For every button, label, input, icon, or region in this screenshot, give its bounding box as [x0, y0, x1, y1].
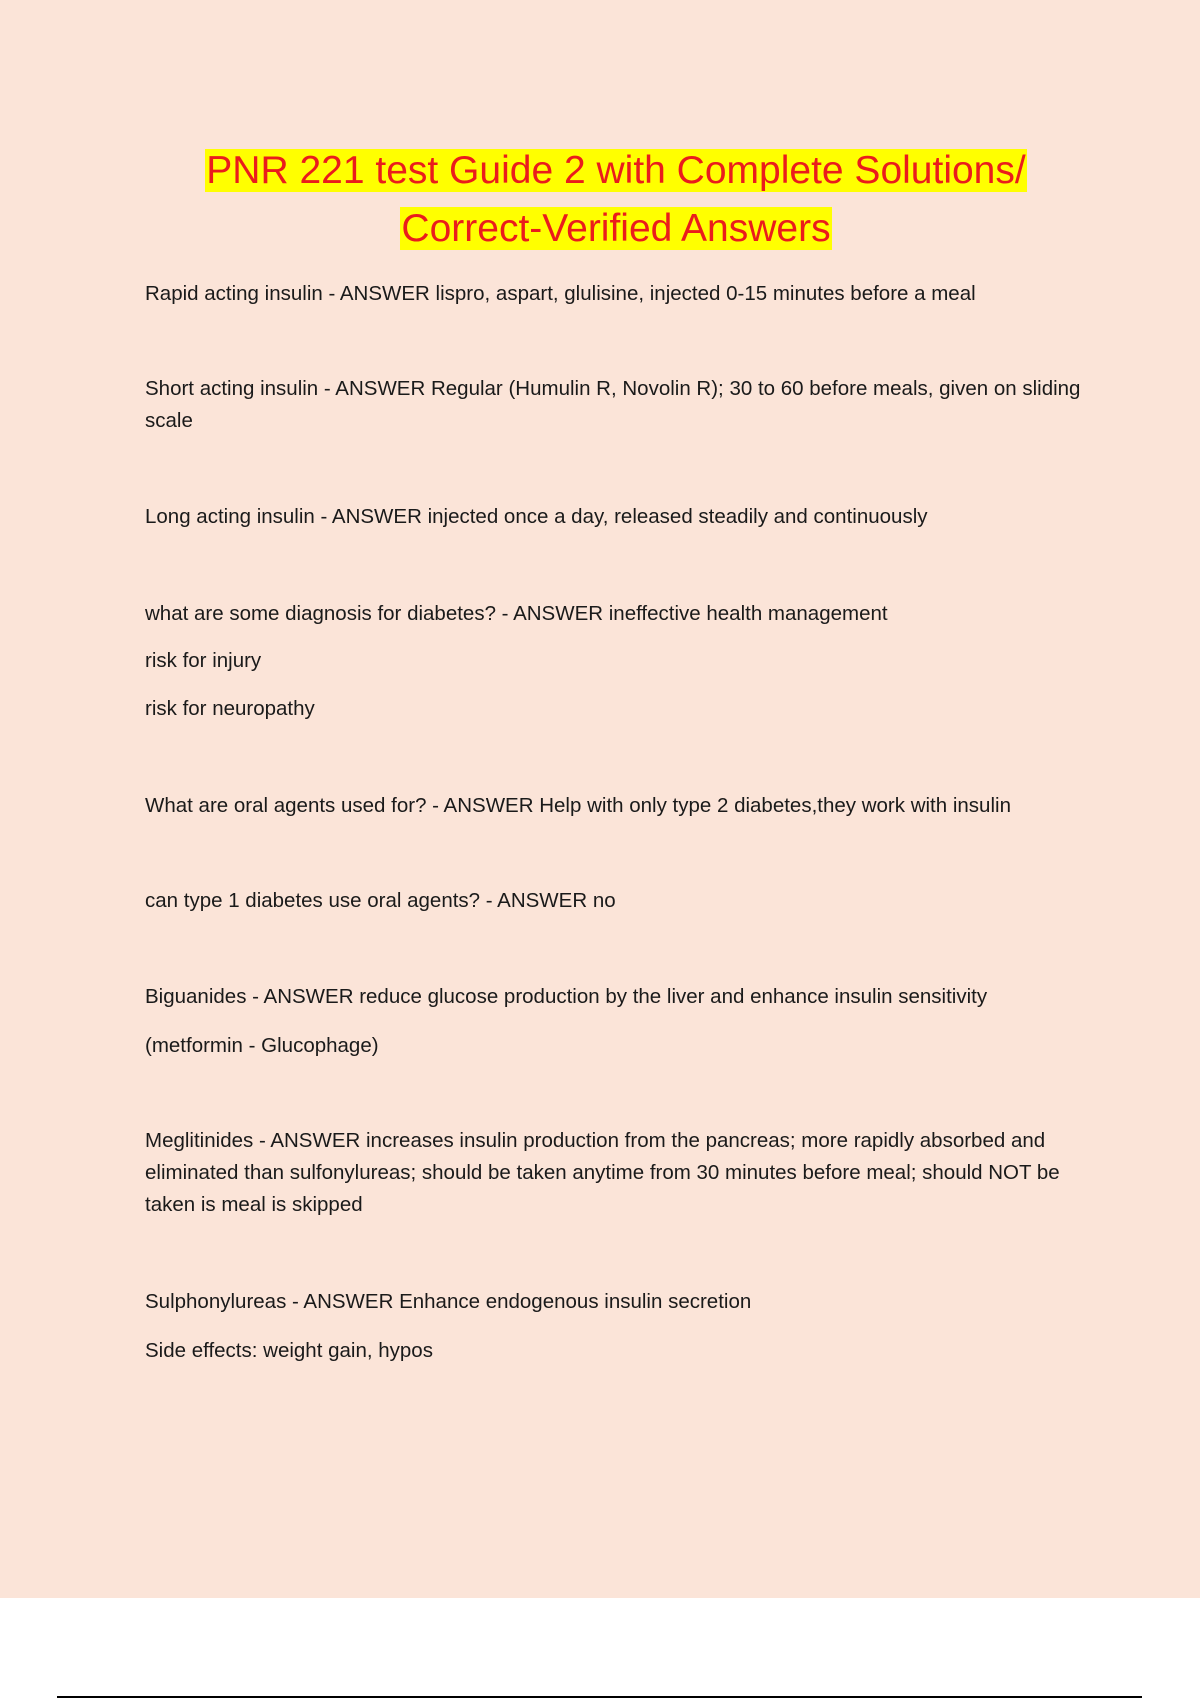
title-line-1: PNR 221 test Guide 2 with Complete Solutions/: [206, 149, 1026, 192]
qa-biguanides-example: (metformin - Glucophage): [145, 1034, 379, 1057]
qa-long-acting-insulin: Long acting insulin - ANSWER injected once a day, released steadily and continuously: [145, 505, 928, 528]
title-line-2: Correct-Verified Answers: [401, 207, 831, 250]
qa-biguanides: Biguanides - ANSWER reduce glucose production by the liver and enhance insulin sensitivity: [145, 985, 988, 1008]
qa-type1-oral-agents: can type 1 diabetes use oral agents? - ANSWER no: [145, 889, 616, 912]
document-title: [100, 142, 1132, 258]
qa-short-acting-insulin: Short acting insulin - ANSWER Regular (Humulin R, Novolin R); 30 to 60 before meals, given on sliding scale: [145, 377, 1081, 432]
qa-meglitinides: Meglitinides - ANSWER increases insulin production from the pancreas; more rapidly absorbed and eliminated than sulfonylureas; should be taken anytime from 30 minutes before meal; should NOT be taken is meal is skipped: [145, 1129, 1060, 1216]
qa-oral-agents-use: What are oral agents used for? - ANSWER Help with only type 2 diabetes,they work with insulin: [145, 794, 1011, 817]
qa-diagnosis-risk-injury: risk for injury: [145, 649, 262, 672]
qa-rapid-acting-insulin: Rapid acting insulin - ANSWER lispro, aspart, glulisine, injected 0-15 minutes before a meal: [145, 282, 976, 305]
qa-sulphonylureas-side-effects: Side effects: weight gain, hypos: [145, 1339, 433, 1362]
footer-divider: [57, 1696, 1142, 1698]
qa-sulphonylureas: Sulphonylureas - ANSWER Enhance endogenous insulin secretion: [145, 1290, 752, 1313]
qa-diabetes-diagnosis: what are some diagnosis for diabetes? - ANSWER ineffective health management: [145, 602, 888, 625]
qa-diagnosis-risk-neuropathy: risk for neuropathy: [145, 697, 315, 720]
